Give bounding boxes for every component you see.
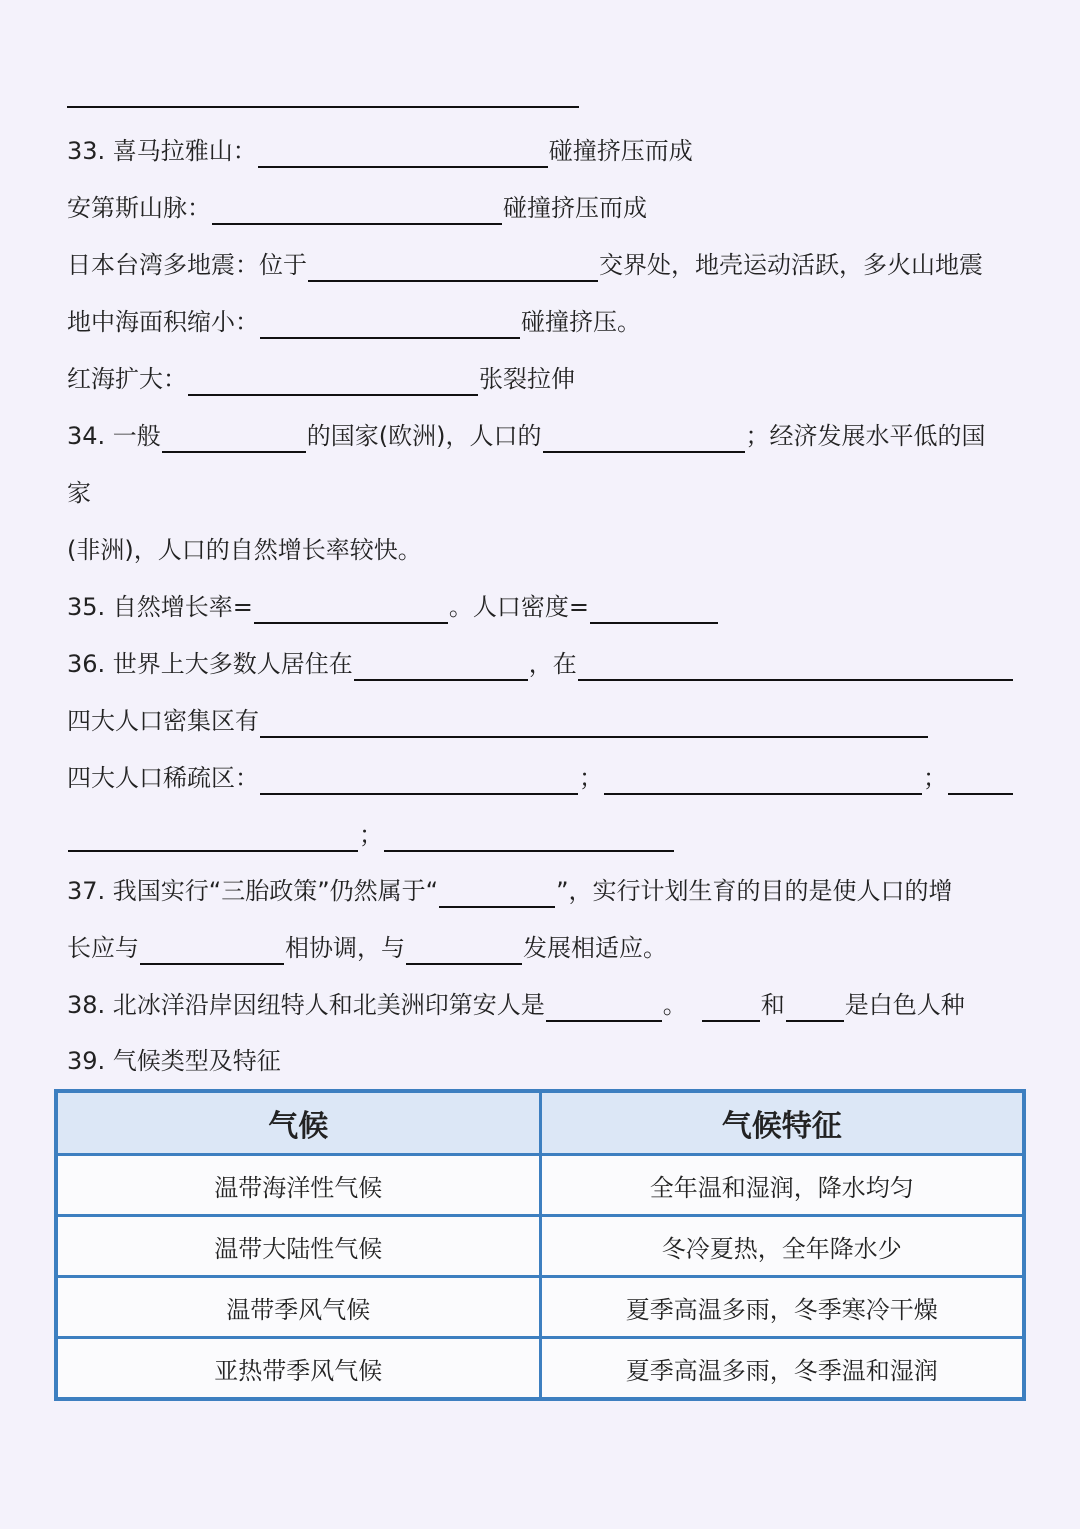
q38-line: [67, 988, 1014, 1022]
q33-line-4: [67, 305, 1014, 339]
q33-red-sea-label: 红海扩大：: [67, 365, 187, 393]
answer-blank[interactable]: [254, 598, 448, 624]
separator: ；: [359, 821, 383, 849]
table-row: [56, 1155, 1024, 1216]
answer-blank[interactable]: [578, 655, 1013, 681]
q35-part-2: 。人口密度=: [448, 593, 590, 621]
q37-part-2: ”，实行计划生育的目的是使人口的增: [556, 877, 953, 905]
climate-type-cell: 温带大陆性气候: [56, 1216, 540, 1277]
q33-himalaya-label: 33. 喜马拉雅山：: [67, 137, 257, 165]
answer-blank[interactable]: [439, 882, 555, 908]
q38-part-2: 。: [662, 991, 687, 1019]
climate-feature-cell: 夏季高温多雨，冬季寒冷干燥: [540, 1277, 1024, 1338]
q36-part-2: ，在: [528, 650, 577, 678]
q39-title-text: 39. 气候类型及特征: [67, 1047, 281, 1075]
answer-blank[interactable]: [786, 996, 844, 1022]
answer-blank[interactable]: [702, 996, 760, 1022]
q33-mediterranean-suffix: 碰撞挤压。: [521, 308, 641, 336]
answer-blank[interactable]: [604, 769, 922, 795]
q36-line-1: [67, 647, 1014, 681]
answer-blank[interactable]: [384, 826, 674, 852]
answer-line-top: [67, 106, 579, 108]
q33-japan-label: 日本台湾多地震：位于: [67, 251, 307, 279]
q33-andes-label: 安第斯山脉：: [67, 194, 211, 222]
q37-part-1: 37. 我国实行“三胎政策”仍然属于“: [67, 877, 439, 905]
answer-blank[interactable]: [546, 996, 662, 1022]
q37-line-2-a: 长应与: [67, 934, 139, 962]
q37-line-2-c: 发展相适应。: [523, 934, 667, 962]
q37-line-2-b: 相协调，与: [285, 934, 405, 962]
q35-line: [67, 590, 1014, 624]
q33-japan-suffix: 交界处，地壳运动活跃，多火山地震: [599, 251, 983, 279]
answer-blank[interactable]: [543, 427, 745, 453]
answer-blank[interactable]: [68, 826, 358, 852]
q39-title: [67, 1044, 1014, 1078]
q34-line-2-text: 家: [67, 479, 91, 507]
q34-part-2: 的国家(欧洲)，人口的: [306, 422, 542, 450]
q38-part-4: 是白色人种: [844, 991, 965, 1019]
q36-sparse-label: 四大人口稀疏区：: [67, 764, 259, 792]
q33-line-1: [67, 134, 1014, 168]
answer-blank[interactable]: [260, 712, 928, 738]
answer-blank[interactable]: [258, 142, 548, 168]
answer-blank[interactable]: [188, 370, 478, 396]
answer-blank[interactable]: [354, 655, 528, 681]
header-climate: 气候: [56, 1091, 540, 1155]
climate-feature-cell: 全年温和湿润，降水均匀: [540, 1155, 1024, 1216]
answer-blank[interactable]: [406, 939, 522, 965]
q33-himalaya-suffix: 碰撞挤压而成: [548, 137, 693, 165]
q33-line-3: [67, 248, 1014, 282]
climate-type-cell: 温带季风气候: [56, 1277, 540, 1338]
q33-line-2: [67, 191, 1014, 225]
answer-blank[interactable]: [590, 598, 718, 624]
q38-part-1: 38. 北冰洋沿岸因纽特人和北美洲印第安人是: [67, 991, 545, 1019]
climate-table: [54, 1089, 1026, 1401]
q36-line-3: [67, 761, 1014, 795]
table-row: [56, 1216, 1024, 1277]
separator: ；: [923, 764, 947, 792]
q34-line-2: [67, 476, 1014, 510]
q36-line-2: [67, 704, 1014, 738]
climate-feature-cell: 夏季高温多雨，冬季温和湿润: [540, 1338, 1024, 1400]
climate-feature-cell: 冬冷夏热，全年降水少: [540, 1216, 1024, 1277]
q34-line-1: [67, 419, 1014, 453]
answer-blank[interactable]: [948, 769, 1013, 795]
q33-line-5: [67, 362, 1014, 396]
q36-dense-label: 四大人口密集区有: [67, 707, 259, 735]
answer-blank[interactable]: [212, 199, 502, 225]
q35-part-1: 35. 自然增长率=: [67, 593, 253, 621]
q37-line-2: [67, 931, 1014, 965]
separator: ；: [579, 764, 603, 792]
answer-blank[interactable]: [140, 939, 284, 965]
table-row: [56, 1277, 1024, 1338]
q34-part-3: ；经济发展水平低的国: [745, 422, 986, 450]
answer-blank[interactable]: [260, 769, 578, 795]
answer-blank[interactable]: [260, 313, 520, 339]
q34-line-3-text: (非洲)，人口的自然增长率较快。: [67, 536, 422, 564]
q36-part-1: 36. 世界上大多数人居住在: [67, 650, 353, 678]
table-header-row: [56, 1091, 1024, 1155]
q34-part-1: 34. 一般: [67, 422, 161, 450]
answer-blank[interactable]: [162, 427, 306, 453]
header-climate-feature: 气候特征: [540, 1091, 1024, 1155]
q34-line-3: [67, 533, 1014, 567]
climate-type-cell: 温带海洋性气候: [56, 1155, 540, 1216]
q33-mediterranean-label: 地中海面积缩小：: [67, 308, 259, 336]
q33-red-sea-suffix: 张裂拉伸: [479, 365, 575, 393]
q36-line-4: [67, 818, 1014, 852]
table-row: [56, 1338, 1024, 1400]
climate-type-cell: 亚热带季风气候: [56, 1338, 540, 1400]
q37-line-1: [67, 874, 1014, 908]
q33-andes-suffix: 碰撞挤压而成: [503, 194, 647, 222]
q38-part-3: 和: [760, 991, 785, 1019]
answer-blank[interactable]: [308, 256, 598, 282]
